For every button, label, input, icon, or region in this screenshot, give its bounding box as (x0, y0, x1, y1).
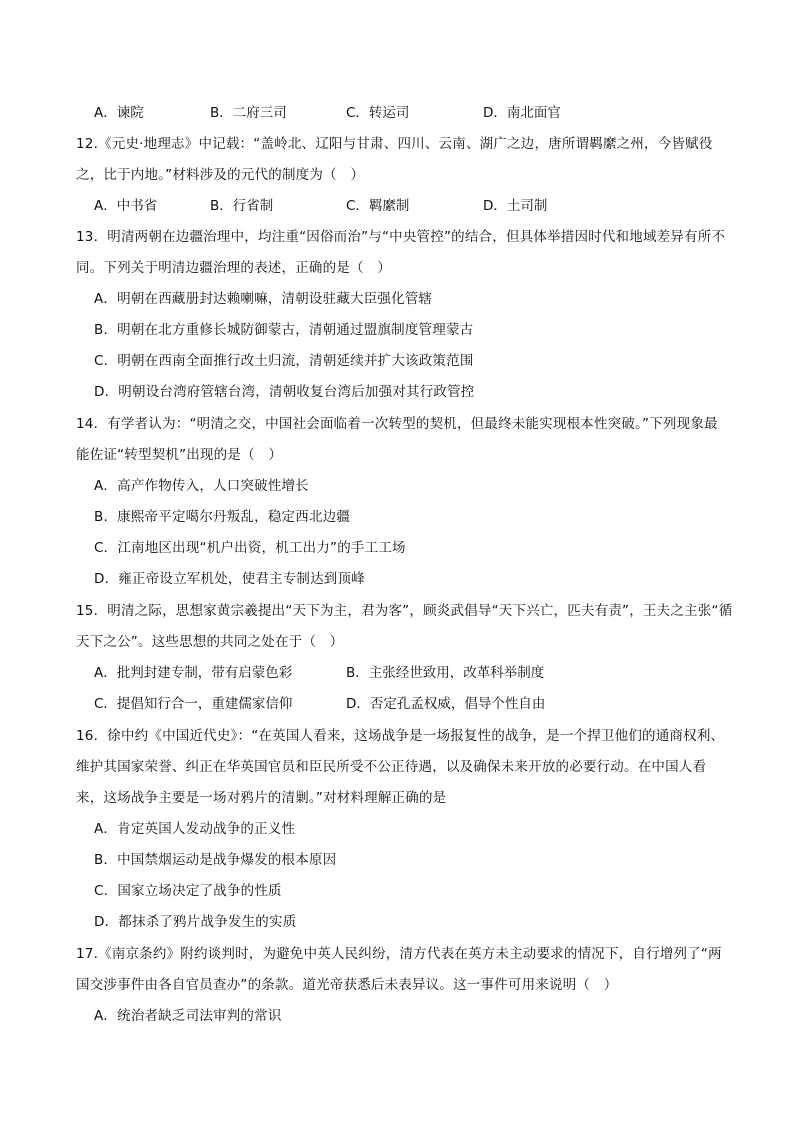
q14-option-d: D．雍正帝设立军机处，使君主专制达到顶峰 (94, 571, 365, 587)
q15-stem-line-2: 天下之公”。这些思想的共同之处在于（ ） (76, 634, 344, 650)
q16-stem-line-2: 维护其国家荣誉、纠正在华英国官员和臣民所受不公正待遇，以及确保未来开放的必要行动。在中国人看 (76, 759, 707, 775)
q17-option-a: A．统治者缺乏司法审判的常识 (94, 1008, 282, 1024)
q11-option-d: D．南北面官 (483, 105, 561, 121)
q12-stem-line-2: 之，比于内地。”材料涉及的元代的制度为（ ） (76, 167, 365, 183)
q13-option-a: A．明朝在西藏册封达赖喇嘛，清朝设驻藏大臣强化管辖 (94, 291, 433, 307)
q13-option-d: D．明朝设台湾府管辖台湾，清朝收复台湾后加强对其行政管控 (94, 384, 475, 400)
q14-stem-line-2: 能佐证“转型契机”出现的是（ ） (76, 447, 283, 463)
q15-option-b: B．主张经世致用，改革科举制度 (346, 665, 545, 681)
q16-option-d: D．都抹杀了鸦片战争发生的实质 (94, 914, 297, 930)
q13-option-c: C．明朝在西南全面推行改土归流，清朝延续并扩大该政策范围 (94, 353, 474, 369)
q14-stem-line-1: 14．有学者认为：“明清之交，中国社会面临着一次转型的契机，但最终未能实现根本性突破。”下列现象最 (76, 416, 718, 432)
q13-option-b: B．明朝在北方重修长城防御蒙古，清朝通过盟旗制度管理蒙古 (94, 322, 474, 338)
q14-option-b: B．康熙帝平定噶尔丹叛乱，稳定西北边疆 (94, 509, 351, 525)
q15-option-a: A．批判封建专制，带有启蒙色彩 (94, 665, 293, 681)
q16-stem-line-3: 来，这场战争主要是一场对鸦片的清剿。”对材料理解正确的是 (76, 790, 447, 806)
q14-option-a: A．高产作物传入，人口突破性增长 (94, 478, 309, 494)
q17-stem-line-2: 国交涉事件由各自官员查办”的条款。道光帝获悉后未表异议。这一事件可用来说明（ ） (76, 977, 618, 993)
q12-option-c: C．羁縻制 (346, 198, 410, 214)
q12-stem-line-1: 12.《元史·地理志》中记载：“盖岭北、辽阳与甘肃、四川、云南、湖广之边，唐所谓羁縻之州，今皆赋役 (76, 136, 713, 152)
q16-stem-line-1: 16．徐中约《中国近代史》：“在英国人看来，这场战争是一场报复性的战争，是一个捍卫他们的通商权利、 (76, 728, 725, 744)
q16-option-a: A．肯定英国人发动战争的正义性 (94, 821, 296, 837)
q11-option-c: C．转运司 (346, 105, 410, 121)
q12-option-a: A．中书省 (94, 198, 158, 214)
q15-stem-line-1: 15．明清之际，思想家黄宗羲提出“天下为主，君为客”，顾炎武倡导“天下兴亡，匹夫有责”，王夫之主张“循 (76, 603, 733, 619)
q13-stem-line-1: 13．明清两朝在边疆治理中，均注重“因俗而治”与“中央管控”的结合，但具体举措因时代和地域差异有所不 (76, 229, 726, 245)
q15-option-d: D．否定孔孟权威，倡导个性自由 (346, 696, 546, 712)
q12-option-d: D．土司制 (483, 198, 548, 214)
q14-option-c: C．江南地区出现“机户出资，机工出力”的手工工场 (94, 540, 406, 556)
q11-option-a: A．谏院 (94, 105, 144, 121)
q15-option-c: C．提倡知行合一，重建儒家信仰 (94, 696, 293, 712)
q11-option-b: B．二府三司 (210, 105, 287, 121)
q16-option-c: C．国家立场决定了战争的性质 (94, 883, 282, 899)
q12-option-b: B．行省制 (210, 198, 274, 214)
q13-stem-line-2: 同。下列关于明清边疆治理的表述，正确的是（ ） (76, 260, 392, 276)
q16-option-b: B．中国禁烟运动是战争爆发的根本原因 (94, 852, 337, 868)
q17-stem-line-1: 17.《南京条约》附约谈判时，为避免中英人民纠纷，清方代表在英方未主动要求的情况下，自行增列了“两 (76, 946, 722, 962)
